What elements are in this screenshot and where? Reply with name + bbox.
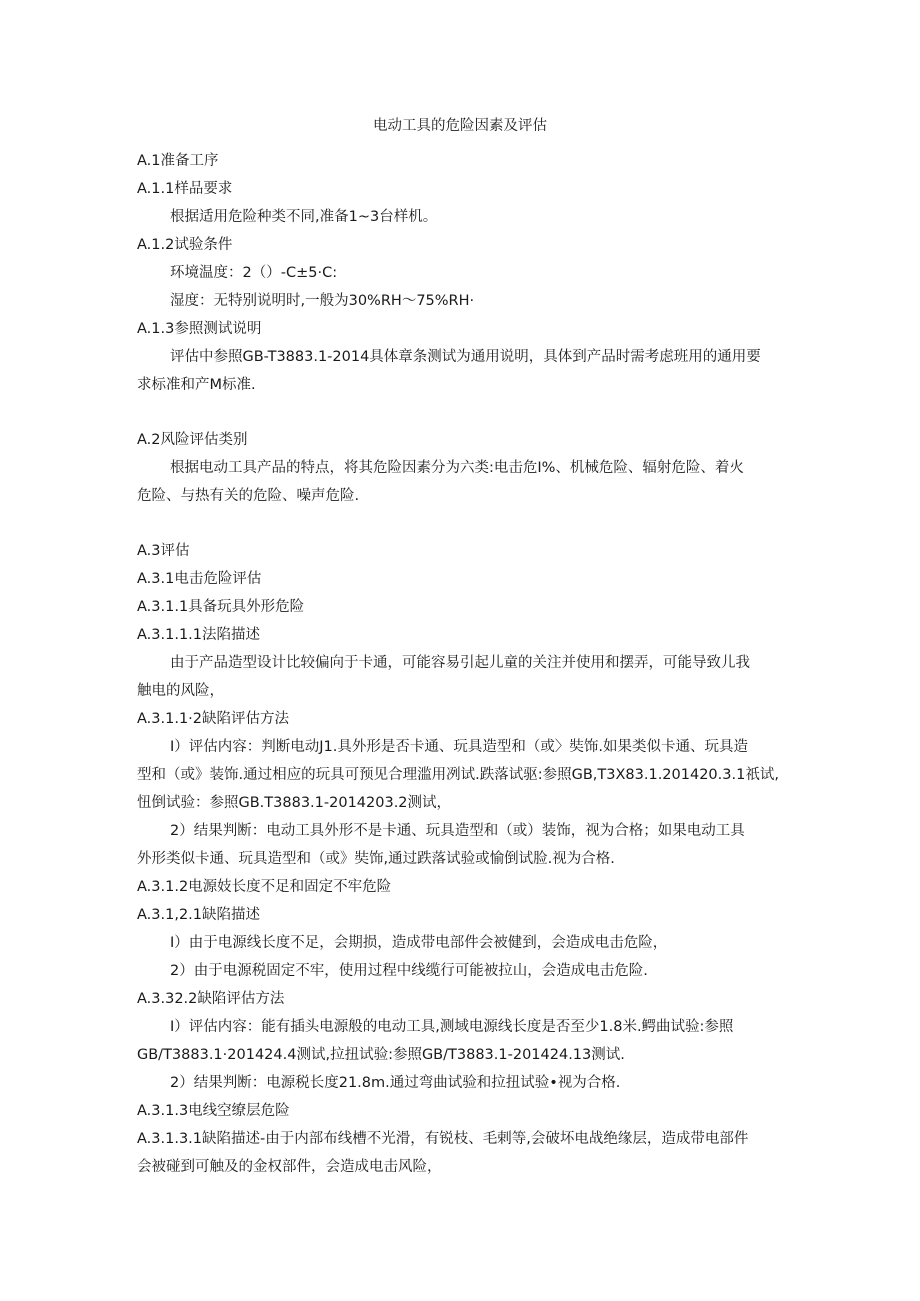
paragraph-line: 危险、与热有关的危险、噪声危险. [137, 488, 360, 504]
paragraph-line: 由于产品造型设计比较偏向于卡通，可能容易引起儿童的关注并使用和摆弄，可能导致儿我 [170, 655, 750, 671]
paragraph-line: 2）结果判断：电动工具外形不是卡通、玩具造型和（或）装饰，视为合格；如果电动工具 [170, 823, 745, 839]
paragraph-line: 2）结果判断：电源税长度21.8m.通过弯曲试验和拉扭试验•视为合格. [170, 1075, 621, 1091]
paragraph-line: 触电的风险， [137, 683, 224, 699]
heading-a3-1-1-1: A.3.1.1.1法陷描述 [137, 627, 261, 643]
heading-a3-1: A.3.1电击危险评估 [137, 571, 262, 587]
heading-a3-1-1: A.3.1.1具备玩具外形危险 [137, 599, 305, 615]
heading-a1-2: A.1.2试验条件 [137, 237, 233, 253]
heading-a3-1-1-2: A.3.1.1·2缺陷评估方法 [137, 711, 290, 727]
heading-a3: A.3评估 [137, 543, 190, 559]
heading-a1-1: A.1.1样品要求 [137, 181, 233, 197]
heading-a3-1-3: A.3.1.3电线空缭层危险 [137, 1103, 290, 1119]
paragraph-line: 求标准和产M标准. [137, 377, 256, 393]
paragraph-line: GB/T3883.1·201424.4测试,拉扭试验:参照GB/T3883.1-201424.13测试. [137, 1047, 625, 1063]
paragraph-line: 2）由于电源税固定不牢，使用过程中线缆行可能被拉山，会造成电击危险. [170, 963, 648, 979]
paragraph-line: 湿度：无特别说明时,一般为30%RH〜75%RH· [170, 293, 475, 309]
paragraph-line: 根据适用危险种类不同,准备1~3台样机。 [170, 209, 438, 225]
paragraph-line: 型和（或》装饰.通过相应的玩具可预见合理滥用冽试.跌落试驱:参照GB,T3X83.1.201420.3.1祇试, [137, 767, 779, 783]
heading-a3-1-2: A.3.1.2电源妓长度不足和固定不牢危险 [137, 879, 392, 895]
heading-a1-3: A.1.3参照测试说明 [137, 321, 262, 337]
paragraph-line: I）评估内容：判断电动J1.具外形是否卡通、玩具造型和（或〉奘饰.如果类似卡通、玩具造 [170, 739, 748, 755]
document-title: 电动工具的危险因素及评估 [373, 118, 547, 134]
heading-a3-1-2-2: A.3.32.2缺陷评估方法 [137, 991, 285, 1007]
heading-a1: A.1准备工序 [137, 153, 219, 169]
paragraph-line: 会被碰到可触及的金权部件，会造成电击风险， [137, 1159, 442, 1175]
paragraph-line: 忸倒试验：参照GB.T3883.1-2014203.2测试， [137, 795, 452, 811]
paragraph-line: A.3.1.3.1缺陷描述-由于内部布线槽不光滑，有锐枝、毛剌等,会破坏电战绝缘层，造成带电部件 [137, 1131, 749, 1147]
paragraph-line: 评估中参照GB-T3883.1-2014具体章条测试为通用说明，具体到产品时需考虑班用的通用要 [170, 349, 761, 365]
paragraph-line: 外形类似卡通、玩具造型和（或》奘饰,通过跌落试验或愉倒试脸.视为合格. [137, 851, 615, 867]
paragraph-line: 根据电动工具产品的特点，将其危险因素分为六类:电击危I%、机械危险、辐射危险、着火 [170, 460, 744, 476]
heading-a2: A.2风险评估类别 [137, 432, 248, 448]
paragraph-line: 环境温度：2（）-C±5·C: [170, 265, 338, 281]
heading-a3-1-2-1: A.3.1,2.1缺陷描述 [137, 907, 261, 923]
paragraph-line: I）由于电源线长度不足，会期损，造成带电部件会被健到，会造成电击危险， [170, 935, 668, 951]
paragraph-line: I）评估内容：能有插头电源般的电动工具,测域电源线长度是否至少1.8米.鳄曲试验:参照 [170, 1019, 734, 1035]
